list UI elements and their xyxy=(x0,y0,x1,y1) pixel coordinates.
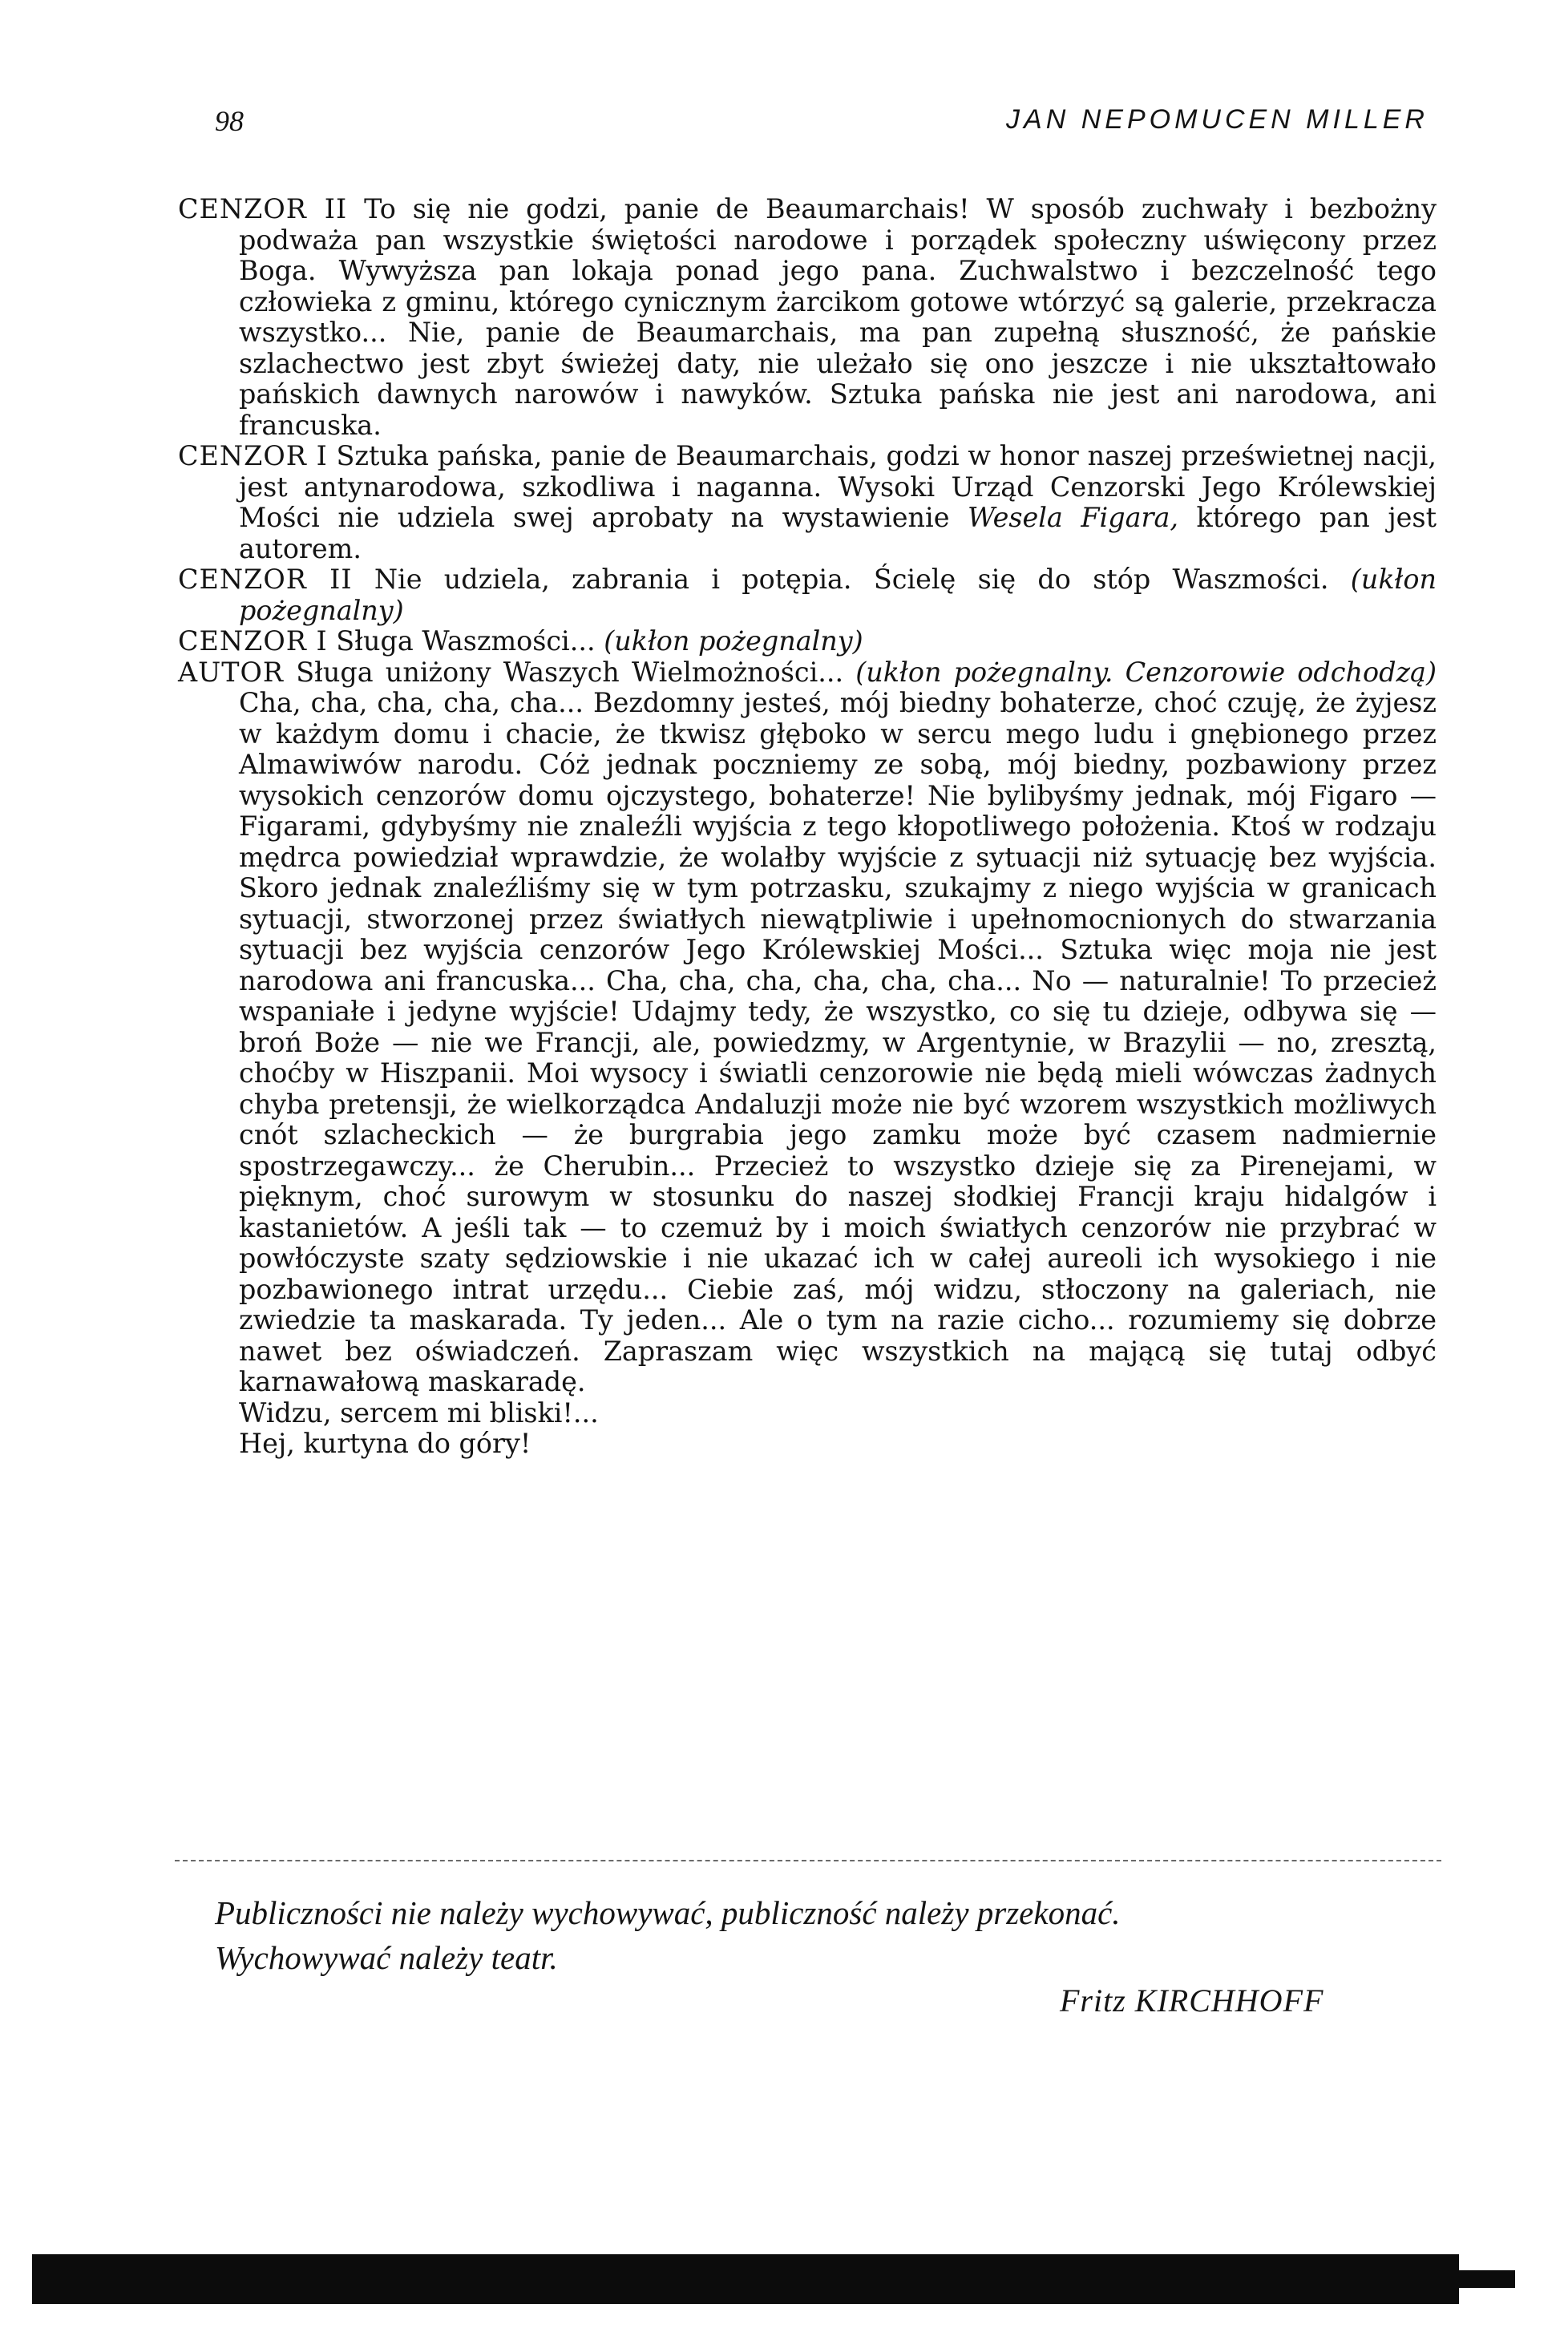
dialogue-text xyxy=(178,194,1437,1460)
dialogue-entry xyxy=(178,441,1437,564)
section-divider xyxy=(175,1860,1441,1861)
stage-direction: (ukłon pożegnalny) xyxy=(239,564,1437,626)
scan-edge-bar xyxy=(32,2254,1459,2304)
epigraph-line: Wychowywać należy teatr. xyxy=(215,1939,558,1976)
epigraph-author: Fritz KIRCHHOFF xyxy=(1060,1982,1324,2019)
dialogue-entry xyxy=(178,1429,1437,1460)
speech-text: Hej, kurtyna do góry! xyxy=(239,1428,531,1459)
dialogue-entry xyxy=(178,626,1437,657)
speaker-name: CENZOR I xyxy=(178,440,328,471)
speech-text: Sztuka pańska, panie de Beaumarchais, godzi w honor naszej prześwietnej nacji, jest antynarodowa, szkodliwa i naganna. Wysoki Urząd Cenzorski Jego Królewskiej Mości nie udziela swej aprobaty na wystawienie xyxy=(239,440,1437,533)
speaker-name: CENZOR II xyxy=(178,193,348,224)
speaker-name: CENZOR I xyxy=(178,625,328,657)
speech-text: Nie udziela, zabrania i potępia. Ścielę się do stóp Waszmości. xyxy=(374,564,1351,595)
page-number: 98 xyxy=(215,105,244,137)
dialogue-entry xyxy=(178,194,1437,441)
speaker-name: AUTOR xyxy=(178,656,285,688)
dialogue-entry xyxy=(178,1398,1437,1429)
speech-text: To się nie godzi, panie de Beaumarchais! W sposób zuchwały i bezbożny podważa pan wszystkie świętości narodowe i porządek społeczny uświęcony przez Boga. Wywyższa pan lokaja ponad jego pana. Zuchwalstwo i bezczelność tego człowieka z gminu, którego cynicznym żarcikom gotowe wtórzyć są galerie, przekracza wszystko... Nie, panie de Beaumarchais, ma pan zupełną słuszność, że pańskie szlachectwo jest zbyt świeżej daty, nie uleżało się ono jeszcze i nie ukształtowało pańskich dawnych narowów i nawyków. Sztuka pańska nie jest ani narodowa, ani francuska. xyxy=(239,193,1437,441)
epigraph xyxy=(215,1890,1465,1980)
speaker-name: CENZOR II xyxy=(178,564,353,595)
epigraph-line: Publiczności nie należy wychowywać, publiczność należy przekonać. xyxy=(215,1894,1121,1931)
stage-direction: (ukłon pożegnalny) xyxy=(604,625,863,657)
speech-text: Sługa Waszmości... xyxy=(336,625,604,657)
speech-text: Cha, cha, cha, cha, cha... Bezdomny jesteś, mój biedny bohaterze, choć czuję, że żyjesz w każdym domu i chacie, że tkwisz głęboko w sercu mego ludu i gnębionego przez Almawiwów narodu. Cóż jednak poczniemy ze sobą, mój biedny, pozbawiony przez wysokich cenzorów domu ojczystego, bohaterze! Nie bylibyśmy jednak, mój Figaro — Figarami, gdybyśmy nie znaleźli wyjścia z tego kłopotliwego położenia. Ktoś w rodzaju mędrca powiedział wprawdzie, że wolałby wyjście z sytuacji niż sytuację bez wyjścia. Skoro jednak znaleźliśmy się w tym potrzasku, szukajmy z niego wyjścia w granicach sytuacji, stworzonej przez światłych niewątpliwie i upełnomocnionych do stwarzania sytuacji bez wyjścia cenzorów Jego Królewskiej Mości... Sztuka więc moja nie jest narodowa ani francuska... Cha, cha, cha, cha, cha, cha... No — naturalnie! To przecież wspaniałe i jedyne wyjście! Udajmy tedy, że wszystko, co się tu dzieje, odbywa się — broń Boże — nie we Francji, ale, powiedzmy, w Argentynie, w Brazylii — no, zresztą, choćby w Hiszpanii. Moi wysocy i światli cenzorowie nie będą mieli wówczas żadnych chyba pretensji, że wielkorządca Andaluzji może nie być wzorem wszystkich możliwych cnót szlacheckich — że burgrabia jego zamku może być czasem nadmiernie spostrzegawczy... że Cherubin... Przecież to wszystko dzieje się za Pirenejami, w pięknym, choć surowym w stosunku do naszej słodkiej Francji kraju hidalgów i kastanietów. A jeśli tak — to czemuż by i moich światłych cenzorów nie przybrać w powłóczyste szaty sędziowskie i nie ukazać ich w całej aureoli ich wysokiego i nie pozbawionego intrat urzędu... Ciebie zaś, mój widzu, stłoczony na galeriach, nie zwiedzie ta maskarada. Ty jeden... Ale o tym na razie cicho... rozumiemy się dobrze nawet bez oświadczeń. Zapraszam więc wszystkich na mającą się tutaj odbyć karnawałową maskaradę. xyxy=(239,687,1437,1397)
dialogue-entry xyxy=(178,564,1437,626)
dialogue-entry xyxy=(178,657,1437,1398)
stage-direction: Wesela Figara, xyxy=(968,502,1178,533)
speech-text: którego pan jest autorem. xyxy=(239,502,1437,564)
scan-edge-bar-tail xyxy=(1459,2270,1515,2288)
running-head-title: JAN NEPOMUCEN MILLER xyxy=(1006,104,1429,135)
speech-text: Sługa uniżony Waszych Wielmożności... xyxy=(296,656,856,688)
stage-direction: (ukłon pożegnalny. Cenzorowie odchodzą) xyxy=(855,656,1437,688)
speech-text: Widzu, sercem mi bliski!... xyxy=(239,1396,599,1429)
